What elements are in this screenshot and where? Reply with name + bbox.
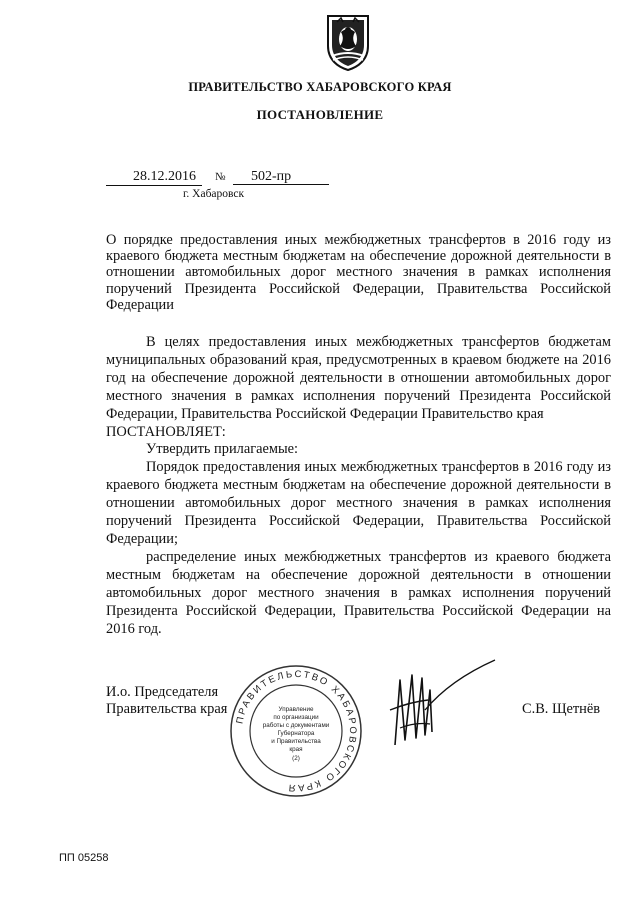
signatory-name: С.В. Щетнёв <box>522 701 601 717</box>
decree-word: ПОСТАНОВЛЯЕТ: <box>106 423 226 440</box>
svg-text:Управление: Управление <box>278 706 314 713</box>
number-sign: № <box>215 171 226 183</box>
handwritten-signature-icon <box>370 640 500 760</box>
item-2: распределение иных межбюджетных трансфертов из краевого бюджета местным бюджетам на обеспечение дорожной деятельности в отношении автомобильных дорог местного значения в рамках исполнения поручений Президента Российской Федерации, Правительства Российской Федерации на 2016 год. <box>106 548 611 637</box>
signatory-position <box>106 684 227 717</box>
item-1: Порядок предоставления иных межбюджетных трансфертов в 2016 году из краевого бюджета местным бюджетам на обеспечение дорожной деятельности в отношении автомобильных дорог местного значения в рамках исполнения поручений Президента Российской Федерации, Правительства Российской Федерации; <box>106 459 611 547</box>
document-date: 28.12.2016 <box>106 168 202 186</box>
coat-of-arms-icon <box>323 12 373 72</box>
document-number: 502-пр <box>233 168 329 185</box>
document-type: ПОСТАНОВЛЕНИЕ <box>256 107 384 122</box>
svg-text:по организации: по организации <box>273 714 319 721</box>
document-body <box>106 334 611 638</box>
svg-text:края: края <box>289 746 303 753</box>
svg-text:и Правительства: и Правительства <box>271 738 321 745</box>
document-code: ПП 05258 <box>59 852 109 864</box>
svg-text:работы с документами: работы с документами <box>262 722 330 729</box>
official-stamp-icon <box>228 663 364 799</box>
position-line-1: И.о. Председателя <box>106 684 219 700</box>
stamp-outer-text: ПРАВИТЕЛЬСТВО ХАБАРОВСКОГО КРАЯ <box>234 668 359 794</box>
svg-text:Губернатора: Губернатора <box>277 730 315 737</box>
approve-line: Утвердить прилагаемые: <box>146 441 299 458</box>
document-city: г. Хабаровск <box>183 188 245 200</box>
government-name: ПРАВИТЕЛЬСТВО ХАБАРОВСКОГО КРАЯ <box>188 80 452 94</box>
stamp-number: (2) <box>292 755 300 762</box>
document-subject: О порядке предоставления иных межбюджетных трансфертов в 2016 году из краевого бюджета местным бюджетам на обеспечение дорожной деятельности в отношении автомобильных дорог местного значения в рамках исполнения поручений Президента Российской Федерации, Правительства Российской Федерации <box>106 232 611 313</box>
position-line-2: Правительства края <box>106 700 228 717</box>
intro-paragraph: В целях предоставления иных межбюджетных трансфертов бюджетам муниципальных образований края, предусмотренных в краевом бюджете на 2016 год на обеспечение дорожной деятельности в отношении автомобильных дорог местного значения в рамках исполнения поручений Президента Российской Федерации, Правительства Российской Федерации Правительство края <box>106 334 611 422</box>
